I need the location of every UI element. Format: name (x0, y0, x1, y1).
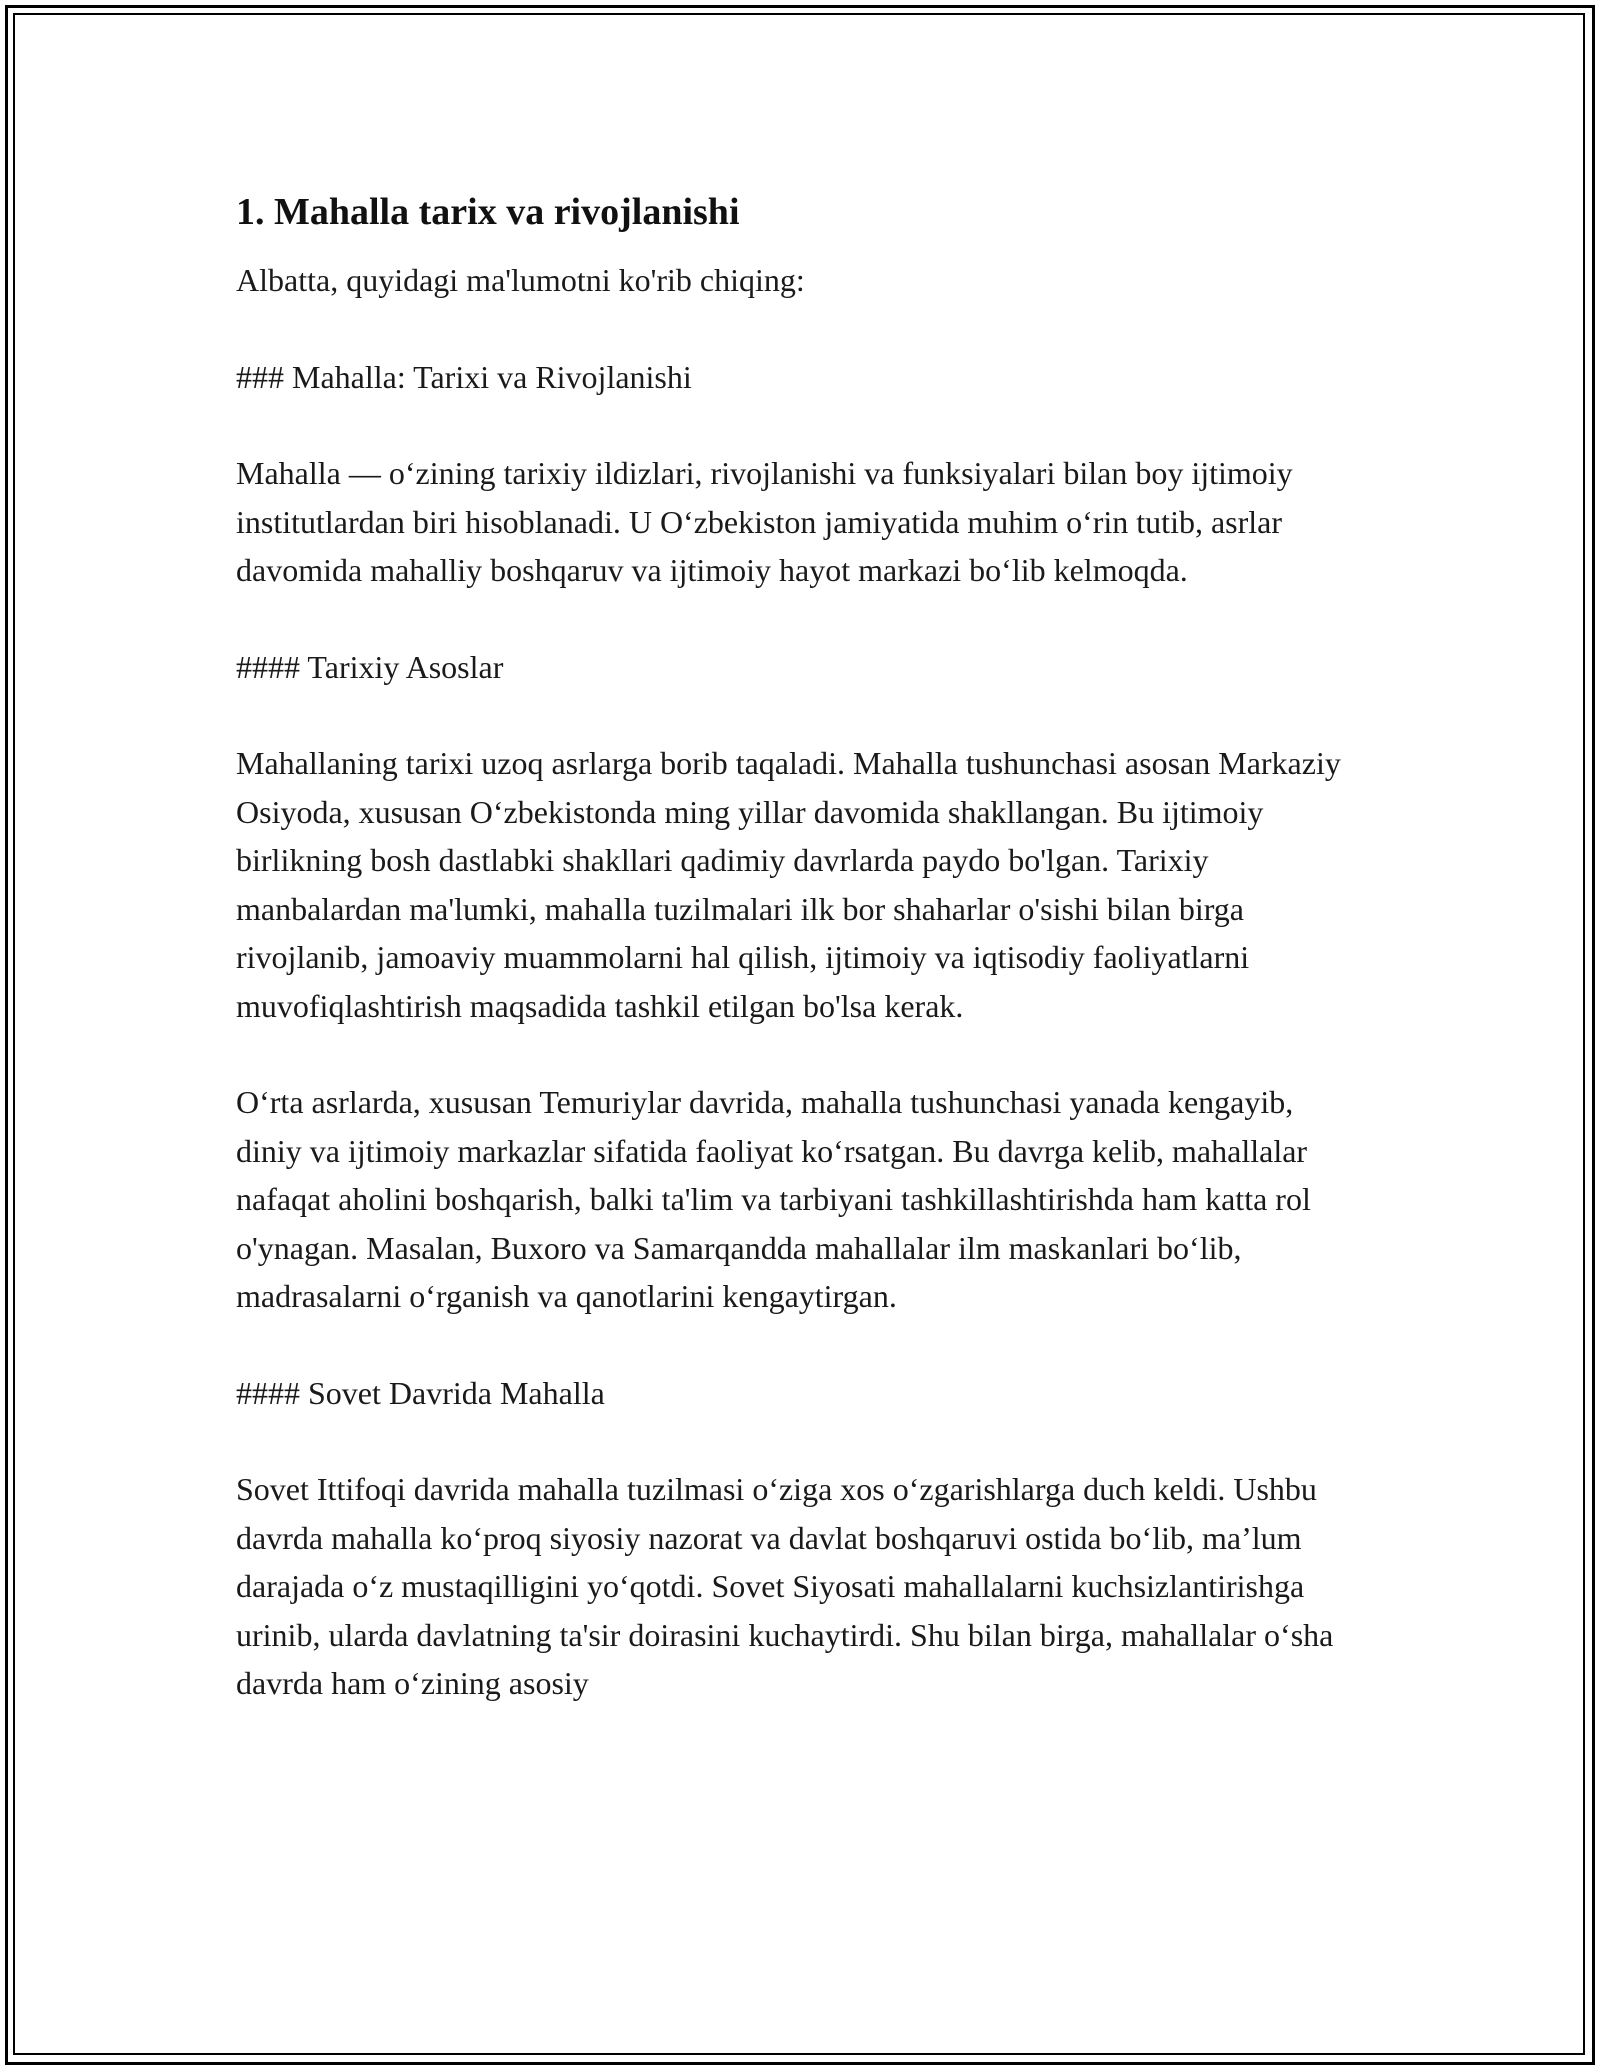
body-paragraph: Oʻrta asrlarda, xususan Temuriylar davrida, mahalla tushunchasi yanada kengayib, diniy va ijtimoiy markazlar sifatida faoliyat koʻrsatgan. Bu davrga kelib, mahallalar nafaqat aholini boshqarish, balki ta'lim va tarbiyani tashkillashtirishda ham katta rol o'ynagan. Masalan, Buxoro va Samarqandda mahallalar ilm maskanlari boʻlib, madrasalarni oʻrganish va qanotlarini kengaytirgan. (236, 1084, 1311, 1314)
subsection-heading-markdown: #### Sovet Davrida Mahalla (236, 1374, 605, 1411)
body-paragraph: Mahalla — oʻzining tarixiy ildizlari, rivojlanishi va funksiyalari bilan boy ijtimoiy institutlardan biri hisoblanadi. U Oʻzbekiston jamiyatida muhim oʻrin tutib, asrlar davomida mahalliy boshqaruv va ijtimoiy hayot markazi boʻlib kelmoqda. (236, 455, 1293, 588)
document-title: 1. Mahalla tarix va rivojlanishi (236, 191, 740, 233)
section-heading-markdown: ### Mahalla: Tarixi va Rivojlanishi (236, 358, 692, 395)
intro-paragraph: Albatta, quyidagi ma'lumotni ko'rib chiqing: (236, 262, 805, 298)
body-paragraph: Sovet Ittifoqi davrida mahalla tuzilmasi oʻziga xos oʻzgarishlarga duch keldi. Ushbu davrda mahalla koʻproq siyosiy nazorat va davlat boshqaruvi ostida boʻlib, maʼlum darajada oʻz mustaqilligini yoʻqotdi. Sovet Siyosati mahallalarni kuchsizlantirishga urinib, ularda davlatning ta'sir doirasini kuchaytirdi. Shu bilan birga, mahallalar oʻsha davrda ham oʻzining asosiy (236, 1471, 1334, 1701)
subsection-heading-markdown: #### Tarixiy Asoslar (236, 648, 504, 685)
body-paragraph: Mahallaning tarixi uzoq asrlarga borib taqaladi. Mahalla tushunchasi asosan Markaziy Osiyoda, xususan Oʻzbekistonda ming yillar davomida shakllangan. Bu ijtimoiy birlikning bosh dastlabki shakllari qadimiy davrlarda paydo bo'lgan. Tarixiy manbalardan ma'lumki, mahalla tuzilmalari ilk bor shaharlar o'sishi bilan birga rivojlanib, jamoaviy muammolarni hal qilish, ijtimoiy va iqtisodiy faoliyatlarni muvofiqlashtirish maqsadida tashkil etilgan bo'lsa kerak. (236, 745, 1341, 1024)
document-body (236, 188, 1366, 1756)
